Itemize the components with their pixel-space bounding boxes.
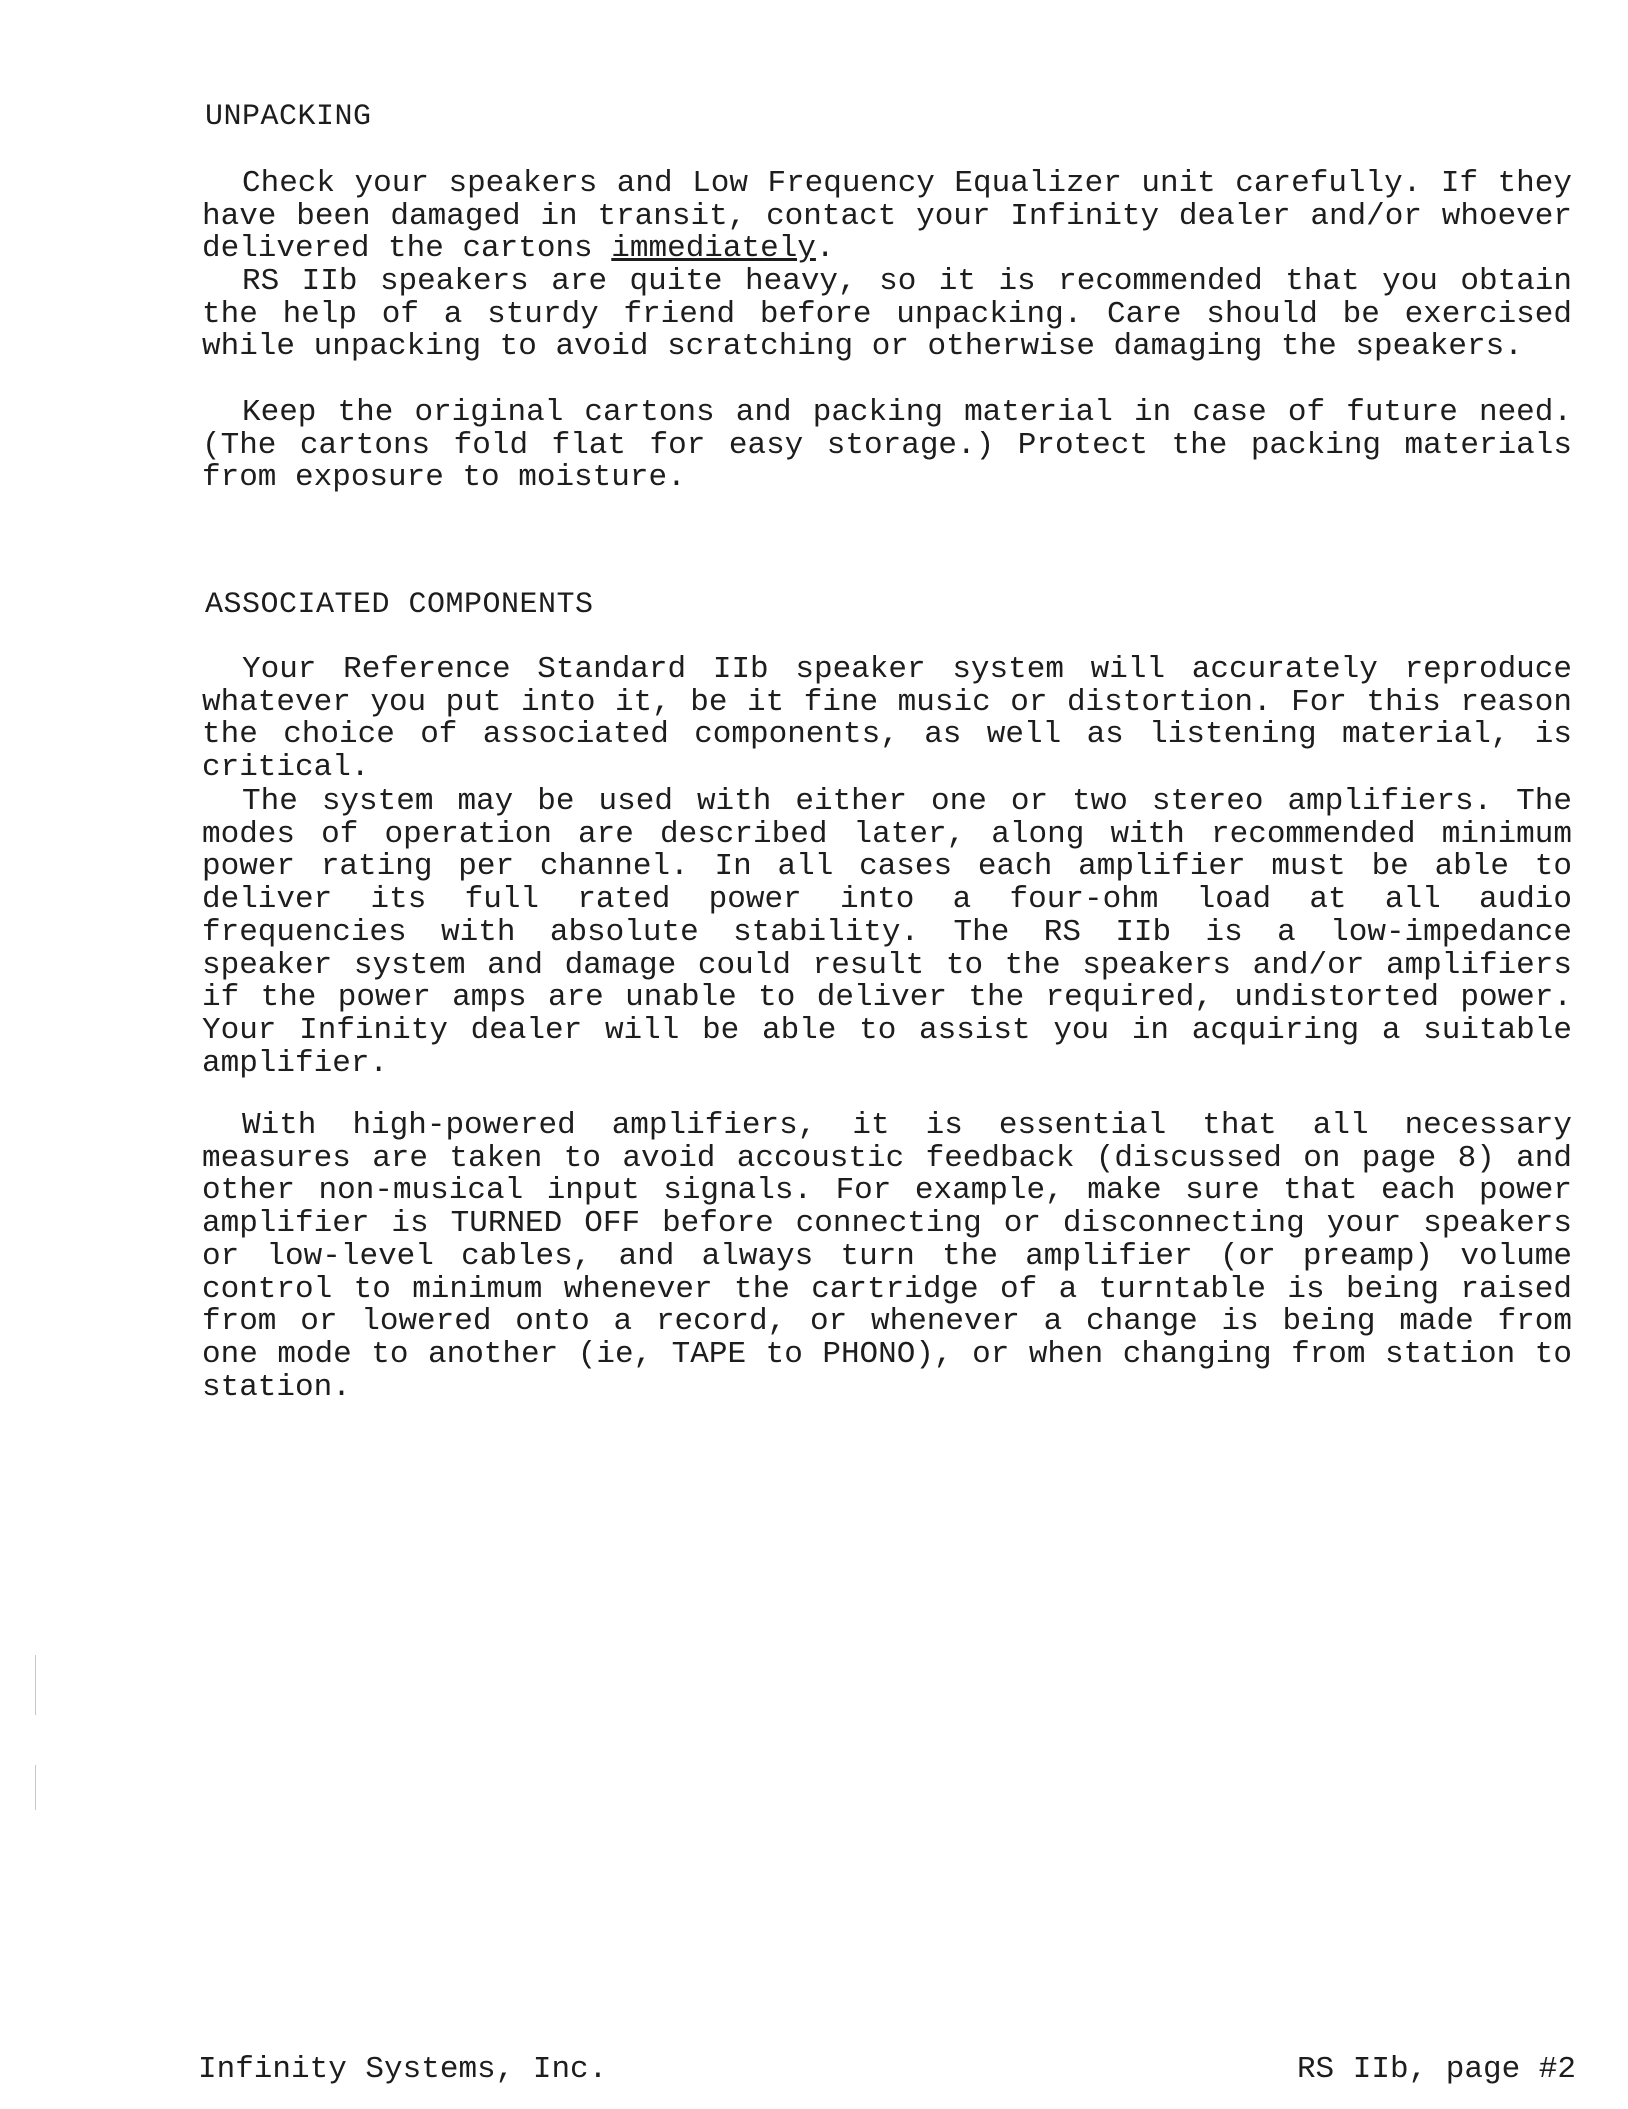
unpacking-paragraph-3: Keep the original cartons and packing material in case of future need. (The cartons fold flat for easy storage.) Protect the packing materials from exposure to moisture.: [202, 395, 1572, 496]
margin-scan-mark: [35, 1655, 36, 1715]
immediately-emphasis: immediately: [611, 231, 816, 267]
associated-paragraph-2: The system may be used with either one or two stereo amplifiers. The modes of operation are described later, along with recommended minimum power rating per channel. In all cases each amplifier must be able to deliver its full rated power into a four-ohm load at all audio frequencies with absolute stability. The RS IIb is a low-impedance speaker system and damage could result to the speakers and/or amplifiers if the power amps are unable to deliver the required, undistorted power. Your Infinity dealer will be able to assist you in acquiring a suitable amplifier.: [202, 784, 1572, 1081]
associated-components-heading: ASSOCIATED COMPONENTS: [205, 588, 594, 622]
unpacking-p1-text: Check your speakers and Low Frequency Equalizer unit carefully. If they have been damaged in transit, contact your Infinity dealer and/or whoever delivered the cartons: [202, 166, 1572, 267]
unpacking-heading: UNPACKING: [205, 100, 372, 134]
unpacking-paragraph-1: [202, 168, 1572, 266]
footer-company: Infinity Systems, Inc.: [198, 2052, 608, 2087]
unpacking-p1-end: .: [815, 231, 835, 267]
unpacking-paragraph-2: RS IIb speakers are quite heavy, so it is recommended that you obtain the help of a sturdy friend before unpacking. Care should be exercised while unpacking to avoid scratching or otherwise damaging the speakers.: [202, 264, 1572, 365]
associated-paragraph-1: Your Reference Standard IIb speaker system will accurately reproduce whatever you put into it, be it fine music or distortion. For this reason the choice of associated components, as well as listening material, is critical.: [202, 652, 1572, 786]
associated-paragraph-3: With high-powered amplifiers, it is essential that all necessary measures are taken to avoid accoustic feedback (discussed on page 8) and other non-musical input signals. For example, make sure that each power amplifier is TURNED OFF before connecting or disconnecting your speakers or low-level cables, and always turn the amplifier (or preamp) volume control to minimum whenever the cartridge of a turntable is being raised from or lowered onto a record, or whenever a change is being made from one mode to another (ie, TAPE to PHONO), or when changing from station to station.: [202, 1108, 1572, 1405]
footer-page-number: RS IIb, page #2: [1296, 2052, 1576, 2087]
margin-scan-mark: [35, 1765, 36, 1810]
